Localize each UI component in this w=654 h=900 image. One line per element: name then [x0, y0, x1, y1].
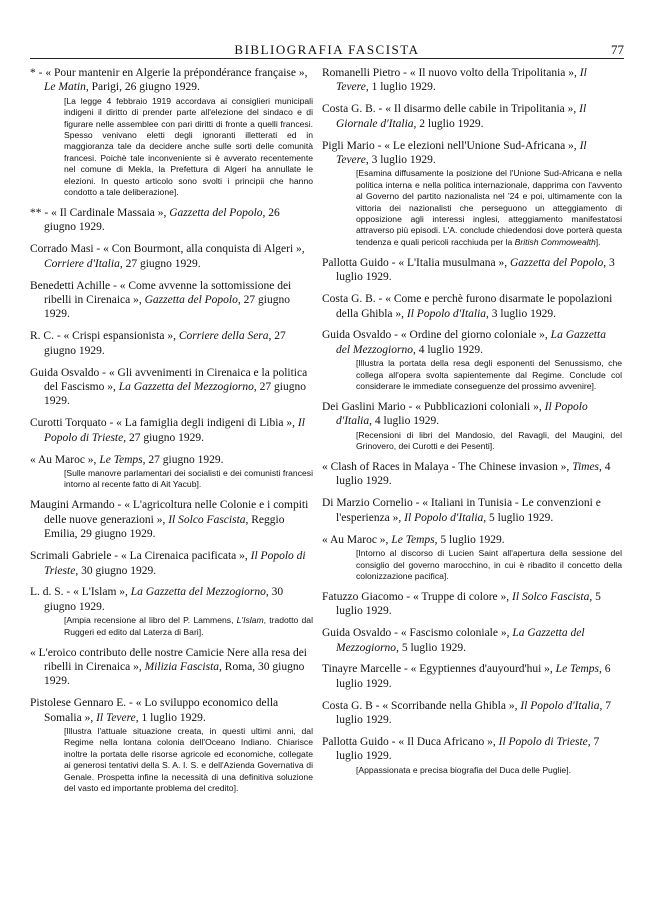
publication-title: La Gazzetta del Mezzogiorno	[118, 381, 254, 394]
publication-title: Gazzetta del Popolo	[169, 206, 263, 219]
publication-title: Il Popolo d'Italia	[404, 511, 484, 524]
publication-title: Gazzetta del Popolo	[144, 294, 238, 306]
entry-text: Guida Osvaldo - « Fascismo coloniale »,	[322, 627, 513, 640]
bibliography-entry	[30, 242, 313, 271]
entry-text: Curotti Torquato - « La famiglia degli indigeni di Libia »,	[30, 417, 298, 430]
bibliography-entry	[322, 102, 622, 131]
publication-title: Le Temps	[99, 453, 143, 466]
entry-text: , 4 luglio 1929.	[369, 415, 440, 428]
bibliography-entry	[30, 66, 313, 198]
entry-text: , 27 giugno 1929.	[44, 294, 290, 321]
bibliography-entry	[30, 366, 313, 409]
entry-text: [Appassionata e precisa biografia del Duca delle Puglie].	[356, 764, 571, 775]
publication-title: Corriere della Sera	[178, 330, 269, 343]
bibliography-entry	[322, 699, 622, 728]
entry-text: Di Marzio Cornelio - « Italiani in Tunisia - Le convenzioni e l'esperienza »,	[322, 497, 601, 524]
bibliography-entry	[30, 585, 313, 638]
entry-text: Dei Gaslini Mario - « Pubblicazioni coloniali »,	[322, 400, 545, 413]
entry-annotation	[356, 358, 622, 392]
entry-text: , Roma, 30 giugno 1929.	[44, 660, 305, 688]
entry-text: , 27 giugno 1929.	[44, 381, 306, 408]
entry-annotation	[64, 96, 313, 199]
entry-text: * - « Pour mantenir en Algerie la prépondérance française »,	[30, 67, 308, 79]
bibliography-entry	[30, 329, 313, 358]
entry-annotation	[356, 430, 622, 453]
entry-text: , 27 giugno 1929.	[44, 330, 286, 357]
entry-text: , 1 luglio 1929.	[135, 711, 206, 724]
publication-title: Il Popolo di Trieste	[44, 417, 305, 444]
entry-text: Pallotta Guido - « Il Duca Africano »,	[322, 736, 499, 749]
entry-text: L. d. S. - « L'Islam »,	[30, 586, 131, 599]
entry-text: , 27 giugno 1929.	[142, 453, 224, 466]
bibliography-entry	[30, 549, 313, 578]
entry-text: Costa G. B. - « Il disarmo delle cabile in Tripolitania »,	[322, 103, 580, 116]
entry-text: Fatuzzo Giacomo - « Truppe di colore »,	[322, 590, 513, 603]
publication-title: Gazzetta del Popolo	[509, 256, 604, 269]
publication-title: Il Popolo d'Italia	[520, 699, 600, 712]
page-header	[30, 36, 624, 59]
entry-text: , 2 luglio 1929.	[413, 117, 484, 130]
publication-title: La Gazzetta del Mezzogiorno	[336, 329, 606, 356]
entry-text: Romanelli Pietro - « Il nuovo volto della Tripolitania »,	[322, 67, 580, 79]
bibliography-entry	[30, 696, 313, 794]
entry-text: Costa G. B - « Scorribande nella Ghibla »,	[322, 699, 521, 712]
entry-text: ** - « Il Cardinale Massaia »,	[30, 206, 170, 219]
bibliography-entry	[322, 400, 622, 453]
entry-text: Benedetti Achille - « Come avvenne la sottomissione dei ribelli in Cirenaica »,	[30, 279, 292, 306]
bibliography-entry	[322, 590, 622, 619]
entry-text: , 30 giugno 1929.	[75, 564, 157, 577]
entry-text: , 7 luglio 1929.	[336, 736, 600, 763]
publication-title: La Gazzetta del Mezzogiorno	[130, 586, 266, 599]
bibliography-entry	[322, 460, 622, 489]
publication-title: Il Popolo d'Italia	[406, 307, 487, 320]
bibliography-entry	[322, 139, 622, 249]
entry-text: , 5 luglio 1929.	[396, 641, 467, 654]
bibliography-entry	[322, 533, 622, 583]
entry-text: , 5 luglio 1929.	[483, 511, 554, 524]
entry-text: [Intorno al discorso di Lucien Saint all'apertura della sessione del consiglio del governo marocchino, in cui è ribadito il concetto della colonizzazione pacifica].	[356, 548, 622, 581]
entry-annotation	[356, 765, 622, 776]
entry-text: [Ampia recensione al libro del P. Lammens,	[64, 615, 237, 626]
entry-text: Guida Osvaldo - « Gli avvenimenti in Cirenaica e la politica del Fascismo »,	[30, 366, 308, 394]
entry-text: « Clash of Races in Malaya - The Chinese invasion »,	[322, 461, 573, 474]
bibliography-entry	[30, 416, 313, 445]
entry-text: [Sulle manovre parlamentari dei socialisti e dei comunisti francesi intorno al recente fatto di Ait Yacub].	[64, 468, 313, 490]
bibliography-entry	[322, 66, 622, 95]
entry-text: Tinayre Marcelle - « Egyptiennes d'auyourd'hui »,	[322, 663, 556, 676]
running-title: BIBLIOGRAFIA FASCISTA	[234, 42, 420, 57]
entry-text: Corrado Masi - « Con Bourmont, alla conquista di Algeri »,	[30, 243, 305, 256]
entry-text: Guida Osvaldo - « Ordine del giorno coloniale »,	[322, 329, 551, 342]
bibliography-entry	[322, 292, 622, 321]
bibliography-entry	[322, 735, 622, 776]
entry-text: Costa G. B. - « Come e perchè furono disarmate le popolazioni della Ghibla »,	[322, 293, 613, 320]
entry-annotation	[356, 168, 622, 248]
publication-title: L'Islam	[236, 615, 264, 626]
entry-text: Pallotta Guido - « L'Italia musulmana »,	[322, 256, 510, 269]
entry-text: Scrimali Gabriele - « La Cirenaica pacificata »,	[30, 550, 251, 563]
bibliography-entry	[322, 662, 622, 691]
publication-title: Il Popolo d'Italia	[336, 400, 588, 428]
bibliography-entry	[322, 626, 622, 655]
bibliography-entry	[322, 328, 622, 392]
entry-text: , 4 luglio 1929.	[336, 461, 611, 488]
entry-text: , Parigi, 26 giugno 1929.	[85, 81, 200, 94]
bibliography-entry	[322, 256, 622, 285]
entry-text: , 7 luglio 1929.	[336, 699, 611, 727]
entry-text: , 5 luglio 1929.	[336, 590, 601, 618]
publication-title: Il Solco Fascista	[168, 513, 246, 526]
entry-text: [La legge 4 febbraio 1919 accordava ai consiglieri municipali indigeni il diritto di prender parte all'elezione del sindaco e di figurare nelle assemblee con pari diritti di fronte a quelli francesi. Spesso venivano eletti degli ignoranti illetterati ed in maggioranza tale da decidere anche sulle sorti delle comunità francesi. Poichè tale inconveniente si è avverato recentemente nel comune di Mekla, la Prefettura di Algeri ha annullate le elezioni. In questo articolo sono svolti i principii che hanno condotto a tale deliberazione].	[64, 95, 313, 198]
bibliography-entry	[30, 453, 313, 491]
publication-title: Milizia Fascista	[144, 660, 220, 673]
entry-text: , 6 luglio 1929.	[336, 663, 611, 690]
publication-title: Il Tevere	[96, 711, 136, 724]
right-column	[322, 66, 622, 784]
publication-title: Il Tevere	[336, 67, 587, 94]
entry-text: , tradotto dal Ruggeri ed edito dal Laterza di Bari].	[64, 615, 313, 637]
entry-text: [Recensioni di libri del Mandosio, del Ravagli, del Maugini, del Grinovero, dei Curotti e dei Pesenti].	[356, 429, 622, 452]
entry-text: , 27 giugno 1929.	[119, 257, 201, 270]
entry-text: , 5 luglio 1929.	[434, 533, 505, 546]
entry-text: « L'eroico contributo delle nostre Camicie Nere alla resa dei ribelli in Cirenaica »,	[30, 646, 307, 673]
entry-text: , 3 luglio 1929.	[365, 154, 436, 167]
entry-text: « Au Maroc »,	[30, 453, 100, 466]
bibliography-entry	[30, 206, 313, 235]
entry-text: , 3 luglio 1929.	[486, 307, 556, 320]
entry-text: ].	[595, 236, 601, 247]
entry-annotation	[64, 726, 313, 794]
entry-text: [Esamina diffusamente la posizione del l'Unione Sud-Africana e nella politica interna e nella politica internazionale, dapprima con l'avvento al Governo del partito nazionalista nel '24 e poi, ultimamente con la vittoria dei nazionalisti che perseguono un atteggiamento di opposizione agli interessi inglesi, atteggiamento manifestatosi attraverso più episodi. L'A. conclude chiedendosi dove porterà questa tendenza e quali pericoli racchiuda per la	[356, 168, 622, 247]
bibliography-entry	[322, 496, 622, 525]
bibliography-entry	[30, 498, 313, 541]
publication-title: Il Popolo di Trieste	[498, 736, 588, 749]
entry-text: Pistolese Gennaro E. - « Lo sviluppo economico della Somalia »,	[30, 697, 279, 724]
entry-text: Pigli Mario - « Le elezioni nell'Unione Sud-Africana »,	[322, 139, 580, 152]
publication-title: La Gazzetta del Mezzogiorno	[336, 627, 585, 654]
page-number: 77	[611, 42, 624, 57]
publication-title: Le Temps	[555, 663, 600, 676]
entry-text: , 1 luglio 1929.	[365, 81, 436, 94]
entry-text: , 30 giugno 1929.	[44, 586, 284, 613]
entry-annotation	[64, 615, 313, 638]
publication-title: Times	[572, 461, 600, 474]
publication-title: Il Tevere	[336, 139, 587, 167]
publication-title: British Commowealth	[514, 236, 596, 247]
bibliography-entry	[30, 646, 313, 689]
publication-title: Il Giornale d'Italia	[336, 103, 587, 130]
entry-text: , 27 giugno 1929.	[123, 431, 205, 444]
entry-text: R. C. - « Crispi espansionista »,	[30, 330, 179, 343]
left-column	[30, 66, 313, 802]
entry-text: Maugini Armando - « L'agricoltura nelle Colonie e i compiti delle nuove generazioni »,	[30, 499, 309, 526]
bibliography-entry	[30, 279, 313, 322]
entry-text: [Illustra la portata della resa degli esponenti del Senussismo, che collega all'opera svolta sapientemente dal Regime. Conclude col considerare le immediate conseguenze del prossimo avvenire].	[356, 358, 622, 392]
entry-text: , 26 giugno 1929.	[44, 206, 280, 234]
entry-annotation	[64, 468, 313, 491]
publication-title: Il Popolo di Trieste	[44, 550, 306, 577]
entry-text: , 3 luglio 1929.	[336, 256, 615, 284]
publication-title: Le Temps	[391, 533, 435, 546]
publication-title: Corriere d'Italia	[44, 257, 120, 270]
entry-text: « Au Maroc »,	[322, 533, 392, 546]
publication-title: Le Matin	[44, 81, 86, 94]
entry-annotation	[356, 548, 622, 582]
publication-title: Il Solco Fascista	[512, 590, 590, 603]
entry-text: , Reggio Emilia, 29 giugno 1929.	[44, 513, 285, 541]
entry-text: , 4 luglio 1929.	[412, 343, 483, 356]
entry-text: [Illustra l'attuale situazione creata, in questi ultimi anni, dal Regime nella lontana colonia dell'Oceano Indiano. Chiarisce inoltre la portata delle risorse agricole ed economiche, collegate ai generosi tentativi della S. A. I. S. e dell'Azienda Governativa di Genale. Prospetta infine la necessità di una definitiva soluzione del vasto ed importante problema del credito].	[64, 726, 313, 794]
